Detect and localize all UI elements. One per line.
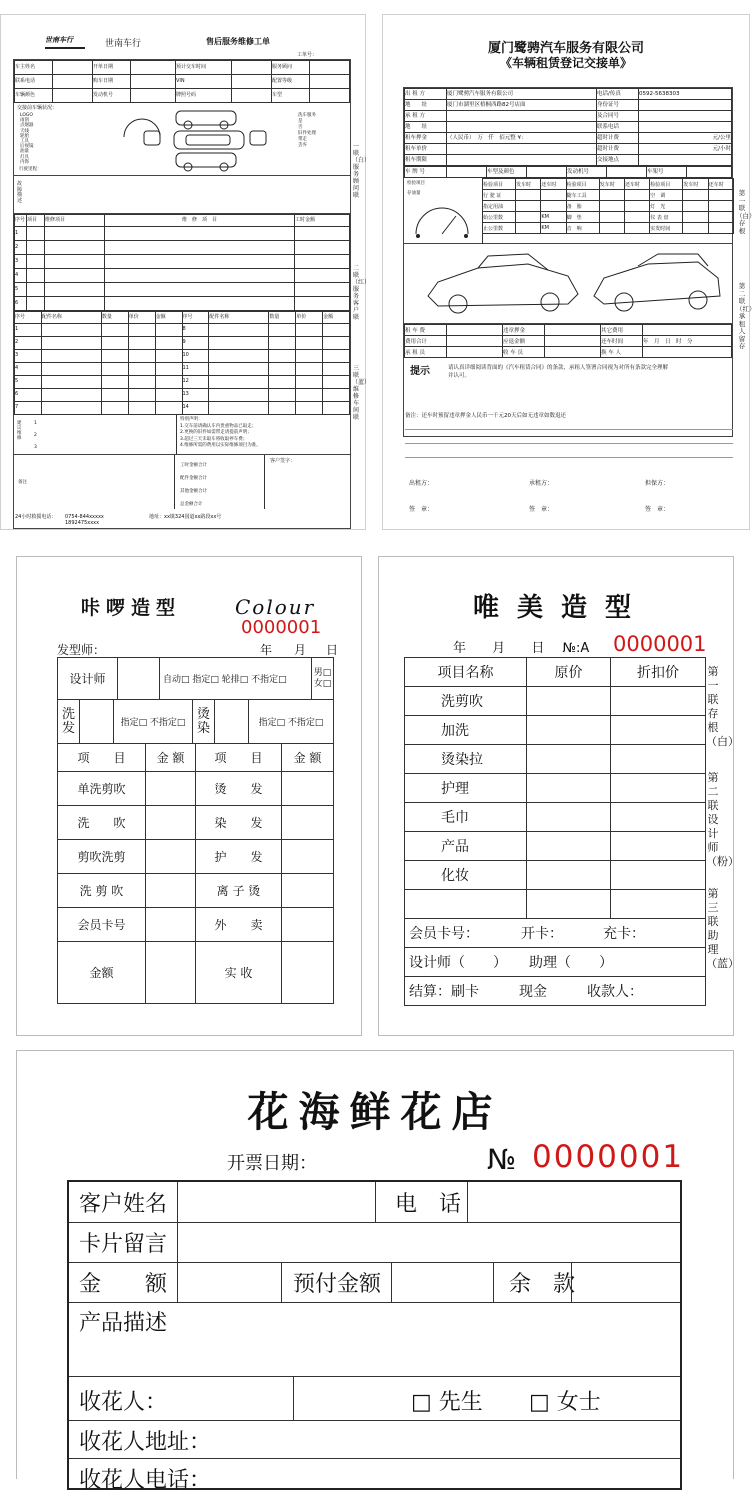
mileage-label: 行驶里程：	[19, 167, 42, 172]
cell: VIN	[175, 75, 231, 89]
cell: 服务顾问	[271, 61, 309, 75]
cell: 预计交车时间	[175, 61, 231, 75]
item-name: 洗 吹	[58, 806, 146, 840]
check-item: 天线	[20, 128, 29, 134]
stylist-row	[57, 641, 337, 658]
vehicle-check-area	[14, 103, 350, 176]
cell: 年 月 日 时 分	[643, 336, 732, 347]
cell: 联系电话	[15, 75, 53, 89]
phone-label: 电 话	[395, 1192, 462, 1217]
cell: 序号	[182, 312, 209, 324]
total-row: 工时金额合计	[180, 463, 207, 468]
header-table	[14, 60, 350, 103]
order-number-label: 工单号：	[297, 52, 318, 58]
staff-row	[405, 948, 706, 977]
cell: 购车日期	[92, 75, 130, 89]
note: 特别声明：	[180, 417, 203, 422]
cell: 7	[15, 402, 42, 415]
cell: 配件名称	[209, 312, 269, 324]
cell: （人民币） 万 仟 佰元整 ¥：	[447, 133, 597, 144]
cell: 6	[15, 389, 42, 402]
cell: 超时计费	[597, 133, 639, 144]
perm-label: 烫染	[193, 700, 215, 744]
cell: 厦门鹭骋汽车服务有限公司	[447, 89, 597, 100]
col-head: 项 目	[196, 744, 282, 772]
item-name: 洗 剪 吹	[58, 874, 146, 908]
ticket-number: 0000001	[613, 632, 707, 656]
price-table	[57, 743, 334, 1004]
female-option: 女□	[313, 678, 332, 689]
address: 地址：xx镇324国道xx路段xx号	[149, 514, 222, 520]
cell: 牌照号码	[175, 89, 231, 103]
cell: 车架号	[647, 167, 687, 178]
suggest-row: 2	[34, 433, 37, 438]
check-item: 灯具	[20, 154, 29, 160]
cell: 金额	[155, 312, 182, 324]
cell: 5	[15, 376, 42, 389]
prepaid-label: 预付金额	[293, 1272, 382, 1297]
phone-1: 0754-844xxxxx	[65, 514, 104, 520]
inspection-area	[404, 178, 732, 244]
phone-2: 1892475xxxx	[65, 520, 100, 526]
cell: 承 租 员	[405, 347, 447, 358]
check-item: LOGO	[20, 113, 33, 118]
date-month: 月	[492, 641, 506, 656]
cell	[447, 122, 597, 133]
hotline-label: 24小时救援电话：	[15, 514, 57, 520]
cell: 序号	[15, 215, 27, 227]
note: 4.维修所需的费用以实际维修项目为准。	[180, 443, 261, 448]
repair-order-form	[0, 14, 371, 530]
cell: 1	[15, 227, 27, 241]
designer-label: 设计师	[58, 658, 118, 700]
cell: 0592-5638303	[639, 89, 732, 100]
card-message-label: 卡片留言	[79, 1232, 168, 1257]
copy-label: 一联（白）服务顾问联	[352, 143, 371, 199]
cell: 联系电话	[597, 122, 639, 133]
item-name: 加洗	[405, 716, 527, 745]
flower-shop-receipt	[16, 1050, 734, 1493]
date-year: 年	[260, 643, 273, 657]
suggest-row: 1	[34, 421, 37, 426]
cell	[639, 122, 732, 133]
cell: 身份证号	[597, 100, 639, 111]
check-item: 油量	[20, 149, 29, 155]
service-table	[57, 657, 334, 700]
receiver-label: 收花人：	[79, 1390, 168, 1415]
item-name: 烫 发	[196, 772, 282, 806]
suggest-row: 3	[34, 445, 37, 450]
receiver-address-label: 收花人地址：	[79, 1430, 212, 1455]
cell: 地 址	[405, 100, 447, 111]
cell: 交接地点	[597, 155, 639, 166]
cell: 电话/传真	[597, 89, 639, 100]
form-title: 售后服务维修工单	[206, 37, 270, 46]
cell: 12	[182, 376, 209, 389]
customer-label: 客户姓名	[79, 1192, 168, 1217]
check-item: 雨刮	[20, 118, 29, 124]
number-symbol: №:A	[562, 641, 590, 656]
cell: 出 租 方	[405, 89, 447, 100]
wash-label: 洗发	[58, 700, 80, 744]
cell: 4	[15, 363, 42, 376]
number-symbol: №	[487, 1143, 517, 1176]
cell: 维 修 项 目	[105, 215, 295, 227]
card-pay-label: 结算：刷卡	[409, 984, 479, 1000]
car-diagram-icon	[114, 107, 274, 173]
receipt-number: 0000001	[532, 1139, 685, 1175]
form-grid	[403, 87, 733, 437]
suggestion-area	[14, 415, 350, 455]
cell	[639, 155, 732, 166]
car-sketch-area	[404, 244, 732, 324]
item-name	[405, 890, 527, 919]
notes	[180, 417, 261, 450]
copy-label: 二联（红）服务客户联	[352, 265, 371, 321]
col-head: 项目名称	[405, 658, 527, 687]
cell: 13	[182, 389, 209, 402]
ms-checkbox[interactable]: □ 女士	[529, 1390, 601, 1415]
stylist-label: 发型师：	[57, 643, 106, 657]
seal-label: 签 章：	[645, 506, 670, 513]
cell: 租车押金	[405, 133, 447, 144]
option: 是	[298, 119, 303, 124]
item-name: 护 发	[196, 840, 282, 874]
cell: 发车时	[683, 179, 708, 190]
check-item: 后视镜	[20, 144, 34, 150]
cell: 还车时	[541, 179, 566, 190]
pay-row	[405, 977, 706, 1006]
cell: 收 车 员	[503, 347, 545, 358]
perm-options: 指定□ 不指定□	[249, 700, 334, 744]
cell: 费用合计	[405, 336, 447, 347]
cell: 11	[182, 363, 209, 376]
note: 1.交车前请确认车内贵重物品已取走；	[180, 423, 257, 429]
rental-info-table	[404, 88, 732, 166]
assistant-label: 助理（ ）	[529, 955, 613, 971]
cell: 数量	[269, 312, 296, 324]
cell: 违章押金	[503, 325, 545, 336]
check-item: 点烟器	[20, 123, 34, 129]
cell: 2	[15, 337, 42, 350]
col-head: 原价	[527, 658, 611, 687]
col-head: 金 额	[282, 744, 334, 772]
cell: 指定用油	[483, 201, 516, 212]
seal-label: 签 章：	[409, 506, 434, 513]
cell: 3	[15, 255, 27, 269]
cell: 换 车 人	[601, 347, 643, 358]
cell: 车 牌 号	[405, 167, 447, 178]
remark-label: 备注	[18, 480, 27, 485]
cell: 8	[182, 324, 209, 337]
cell: 备 胎	[566, 201, 599, 212]
cell: 开单日期	[92, 61, 130, 75]
date-year: 年	[453, 641, 467, 656]
cell	[639, 100, 732, 111]
guarantor-sign: 担保方：	[645, 480, 670, 487]
note: 3.超过三天未取车将收取停车费；	[180, 436, 248, 442]
cell: 仪 表 盘	[650, 212, 683, 223]
cell: 检验项目	[650, 179, 683, 190]
form-grid	[13, 59, 351, 529]
salon-ticket-colour	[16, 556, 362, 1036]
fee-table	[404, 324, 732, 358]
cell: 3	[15, 350, 42, 363]
card-label: 会员卡号：	[409, 926, 479, 942]
cell: 发车时	[599, 179, 624, 190]
item-name: 染 发	[196, 806, 282, 840]
copy-label: 第三联助理（蓝）	[706, 887, 739, 970]
totals-area	[14, 455, 350, 509]
parts-table	[14, 311, 350, 415]
wash-perm-table	[57, 699, 334, 744]
cell: 超时计费	[597, 144, 639, 155]
col-head: 金 额	[146, 744, 196, 772]
car-row-table	[404, 166, 732, 178]
mr-checkbox[interactable]: □ 先生	[411, 1390, 483, 1415]
cell: 车型	[271, 89, 309, 103]
cell: 工时金额	[295, 215, 350, 227]
item-name: 烫染拉	[405, 745, 527, 774]
seal-label: 签 章：	[529, 506, 554, 513]
cell: KM	[541, 212, 566, 223]
fault-area	[14, 176, 350, 214]
fuel-label: 存油量	[407, 191, 421, 196]
suggest-rows	[34, 418, 37, 454]
card-row	[405, 919, 706, 948]
item-name: 毛巾	[405, 803, 527, 832]
cell: 维修项目	[45, 215, 105, 227]
date-row	[453, 637, 589, 656]
amount-label: 金 额	[79, 1272, 168, 1297]
brand-logo: 世南车行	[45, 35, 85, 49]
cell: 租车期限	[405, 155, 447, 166]
cell: 止公里数	[483, 223, 516, 234]
cell: 车辆颜色	[15, 89, 53, 103]
copy-label: 第一联（白）存根	[736, 189, 756, 235]
cell: 应退金额	[503, 336, 545, 347]
total-row: 其他金额合计	[180, 489, 207, 494]
check-items-list	[20, 113, 80, 165]
cell: 数量	[101, 312, 128, 324]
cell: 及合同号	[597, 111, 639, 122]
salon-ticket-weimei	[378, 556, 739, 1036]
item-name: 会员卡号	[58, 908, 146, 942]
option: 否	[298, 125, 303, 130]
inspection-table	[482, 178, 734, 234]
date-day: 日	[326, 643, 339, 657]
check-item: 工具	[20, 139, 29, 145]
item-name: 产品	[405, 832, 527, 861]
wash-options: 指定□ 不指定□	[114, 700, 193, 744]
cell: 租车单价	[405, 144, 447, 155]
copy-label: 三联（蓝）维修车间联	[352, 365, 371, 421]
gender-cell	[312, 658, 334, 700]
check-head: 检验项目	[407, 181, 425, 186]
date-month: 月	[294, 643, 307, 657]
cell: 空 调	[650, 190, 683, 201]
shop-title: 咔啰造型	[81, 597, 182, 619]
cell: 项目	[27, 215, 45, 227]
cell	[447, 144, 597, 155]
cell: 车主姓名	[15, 61, 53, 75]
cell: 元/小时	[639, 144, 732, 155]
col-head: 折扣价	[611, 658, 706, 687]
option: 旧件处理	[298, 131, 316, 136]
cell: 5	[15, 283, 27, 297]
designer-options: 自动□ 指定□ 轮排□ 不指定□	[160, 658, 312, 700]
designer-label: 设计师（ ）	[409, 955, 507, 971]
cell: 1	[15, 324, 42, 337]
car-rental-form	[382, 14, 756, 530]
option: 带走	[298, 137, 307, 142]
form-title: 《车辆租赁登记交接单》	[499, 56, 632, 70]
amount-label: 金额	[58, 942, 146, 1004]
cell: 还车时	[708, 179, 733, 190]
total-row: 总金额合计	[180, 502, 203, 507]
cell: 2	[15, 241, 27, 255]
car-sketch-icon	[418, 246, 728, 322]
open-card-label: 开卡：	[521, 926, 563, 942]
receiver-phone-label: 收花人电话：	[79, 1468, 212, 1493]
col-head: 项 目	[58, 744, 146, 772]
cell	[447, 155, 597, 166]
fault-label: 故障描述	[17, 181, 23, 204]
cell	[447, 111, 597, 122]
item-name: 离 子 烫	[196, 874, 282, 908]
check-item: 内饰	[20, 159, 29, 165]
note: 2.更换的旧件如需带走请提前声明；	[180, 430, 252, 435]
customer-sign-label: 客户签字：	[270, 458, 296, 464]
date-label: 开票日期：	[227, 1153, 317, 1174]
brand-name: 世南车行	[105, 39, 142, 49]
tip-area	[404, 358, 732, 380]
totals-list	[180, 459, 207, 511]
cell: 还车时	[625, 179, 650, 190]
option: 洗车服务	[298, 113, 316, 118]
lessor-sign: 出租方：	[409, 480, 434, 487]
received-label: 实 收	[196, 942, 282, 1004]
cell: 金额	[323, 312, 350, 324]
cell: 音 响	[566, 223, 599, 234]
item-name: 化妆	[405, 861, 527, 890]
service-options	[298, 113, 316, 149]
item-name: 外 卖	[196, 908, 282, 942]
cell: 单价	[128, 312, 155, 324]
payee-label: 收款人：	[587, 984, 643, 1000]
cell: 脚 垫	[566, 212, 599, 223]
cell: 始公里数	[483, 212, 516, 223]
lessee-sign: 承租方：	[529, 480, 554, 487]
item-name: 护理	[405, 774, 527, 803]
cell: 随车工具	[566, 190, 599, 201]
cell: 厦门市湖里区梧桐西路82号店面	[447, 100, 597, 111]
item-name: 单洗剪吹	[58, 772, 146, 806]
suggest-label: 建议维修	[17, 421, 22, 441]
tip-text: 请认真详细阅读背面的《汽车租赁合同》的条款，承租人签署合同视为对所有条款完全理解并认可。	[448, 365, 669, 379]
cell: 单价	[296, 312, 323, 324]
ticket-number: 0000001	[241, 617, 322, 638]
cell	[639, 111, 732, 122]
copy-label: 第二联（红）承租人留存	[736, 282, 756, 350]
item-name: 洗剪吹	[405, 687, 527, 716]
item-name: 剪吹洗剪	[58, 840, 146, 874]
cell: 检验项目	[483, 179, 516, 190]
cell: 14	[182, 402, 209, 415]
cell: 6	[15, 297, 27, 311]
male-option: 男□	[313, 667, 332, 678]
shop-title: 唯美造型	[473, 593, 650, 623]
copy-label: 第一联存根（白）	[706, 665, 739, 748]
cell: KM	[541, 223, 566, 234]
cell: 车型及颜色	[487, 167, 527, 178]
check-item: 轮胎	[20, 133, 29, 139]
receipt-grid	[67, 1180, 682, 1493]
fuel-gauge-icon	[410, 194, 474, 240]
cell: 9	[182, 337, 209, 350]
cell: 10	[182, 350, 209, 363]
cell: 承 租 方	[405, 111, 447, 122]
checks-label: 交接前车辆状况：	[17, 105, 58, 111]
cell: 配件名称	[41, 312, 101, 324]
cell: 灯 光	[650, 201, 683, 212]
cash-label: 现金	[519, 984, 547, 1000]
date-day: 日	[531, 641, 545, 656]
service-table	[404, 657, 706, 1006]
shop-subtitle: Colour	[235, 595, 316, 619]
shop-title: 花海鲜花店	[247, 1088, 503, 1136]
cell: 检验项目	[566, 179, 599, 190]
remark: 备注：还车时预留违章押金人民币一千元20天后如无违章如数退还	[405, 413, 567, 419]
cell: 行 驶 证	[483, 190, 516, 201]
cell: 其它费用	[601, 325, 643, 336]
topup-label: 充卡：	[603, 926, 645, 942]
cell: 元/公里	[639, 133, 732, 144]
cell: 发动机号	[567, 167, 607, 178]
tip-label: 提示	[410, 366, 430, 377]
cell: 发动机号	[92, 89, 130, 103]
cell: 配置等级	[271, 75, 309, 89]
cell: 4	[15, 269, 27, 283]
cell: 租 车 费	[405, 325, 447, 336]
cell: 发车时	[516, 179, 541, 190]
copy-label: 第二联设计师（粉）	[706, 771, 739, 868]
cell: 还车时间	[601, 336, 643, 347]
product-label: 产品描述	[79, 1311, 168, 1336]
company-title: 厦门鹭骋汽车服务有限公司	[487, 41, 644, 56]
balance-label: 余 款	[509, 1272, 576, 1297]
option: 丢弃	[298, 143, 307, 148]
cell: 地 址	[405, 122, 447, 133]
cell: 实发时间	[650, 223, 683, 234]
service-items-table	[14, 214, 350, 311]
total-row: 配件金额合计	[180, 476, 207, 481]
cell: 序号	[15, 312, 42, 324]
